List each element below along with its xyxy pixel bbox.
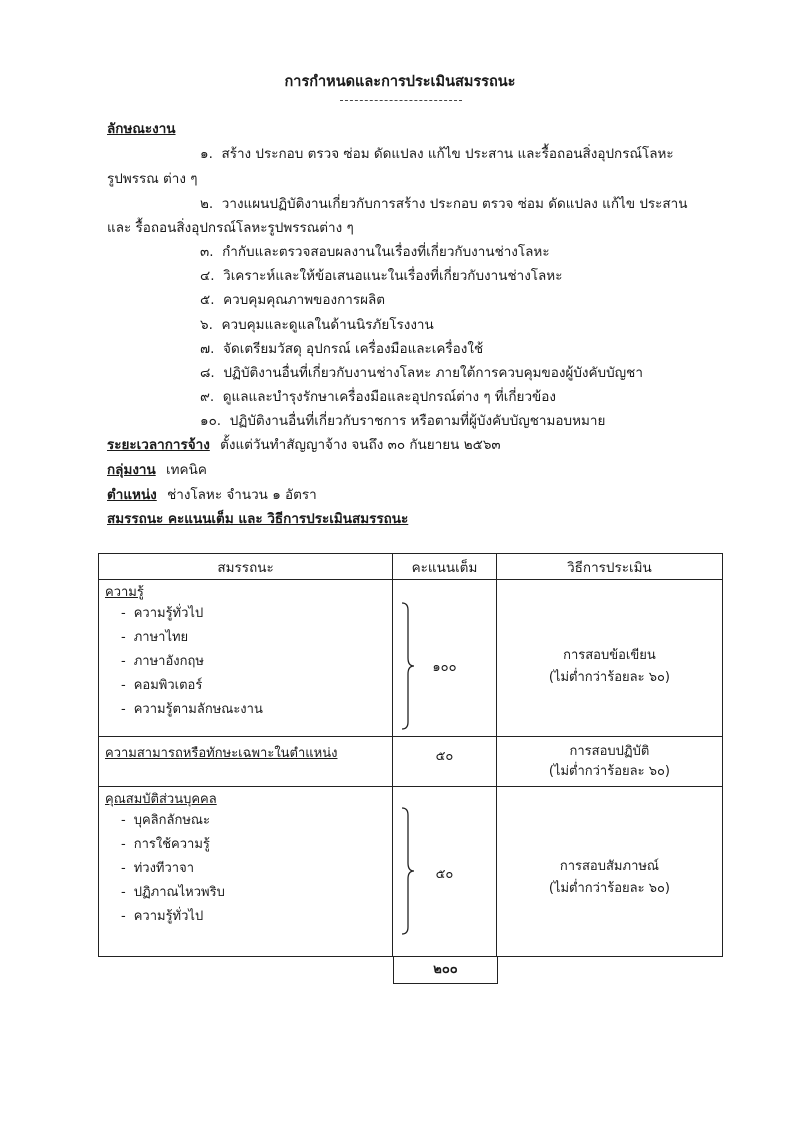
list-item: - คอมพิวเตอร์: [121, 678, 203, 693]
job-item-1-cont: รูปพรรณ ต่าง ๆ: [107, 171, 198, 187]
score-value: ๕๐: [435, 749, 454, 764]
job-item-2-cont: และ รื้อถอนสิ่งอุปกรณ์โลหะรูปพรรณต่าง ๆ: [107, 220, 354, 236]
method-cell: [496, 737, 722, 787]
job-item-1: ๑. สร้าง ประกอบ ตรวจ ซ่อม ดัดแปลง แก้ไข ประสาน และรื้อถอนสิ่งอุปกรณ์โลหะ: [200, 146, 674, 162]
header-competency: สมรรถนะ: [99, 554, 393, 580]
list-item: - ภาษาอังกฤษ: [121, 654, 204, 669]
total-score: ๒๐๐: [393, 957, 498, 984]
assessment-method: การสอบสัมภาษณ์: [559, 859, 659, 874]
job-item-9: ๙. ดูแลและบำรุงรักษาเครื่องมือและอุปกรณ์ต่าง ๆ ที่เกี่ยวข้อง: [200, 389, 556, 405]
pass-criteria: (ไม่ต่ำกว่าร้อยละ ๖๐): [548, 670, 670, 685]
header-full-score: คะแนนเต็ม: [393, 554, 497, 580]
job-item-10: ๑๐. ปฏิบัติงานอื่นที่เกี่ยวกับราชการ หรือตามที่ผู้บังคับบัญชามอบหมาย: [200, 413, 606, 429]
table-row: [99, 737, 723, 787]
score-cell: [393, 787, 497, 957]
group-heading: คุณสมบัติส่วนบุคคล: [105, 792, 217, 807]
table-row: [99, 787, 723, 957]
job-description-heading: ลักษณะงาน: [107, 121, 176, 137]
work-group: กลุ่มงาน เทคนิค: [107, 462, 207, 478]
job-item-7: ๗. จัดเตรียมวัสดุ อุปกรณ์ เครื่องมือและเครื่องใช้: [200, 341, 484, 357]
job-item-2: ๒. วางแผนปฏิบัติงานเกี่ยวกับการสร้าง ประกอบ ตรวจ ซ่อม ดัดแปลง แก้ไข ประสาน: [200, 196, 688, 212]
score-value: ๑๐๐: [432, 660, 457, 675]
list-item: - ท่วงทีวาจา: [121, 861, 195, 876]
score-value: ๕๐: [435, 867, 454, 882]
method-cell: [496, 787, 722, 957]
competency-heading: สมรรถนะ คะแนนเต็ม และ วิธีการประเมินสมรรถนะ: [107, 511, 409, 527]
method-cell: [496, 580, 722, 737]
job-item-3: ๓. กำกับและตรวจสอบผลงานในเรื่องที่เกี่ยวกับงานช่างโลหะ: [200, 244, 550, 260]
list-item: - การใช้ความรู้: [121, 837, 210, 852]
score-cell: [393, 737, 497, 787]
job-item-4: ๔. วิเคราะห์และให้ข้อเสนอแนะในเรื่องที่เกี่ยวกับงานช่างโลหะ: [200, 268, 563, 284]
list-item: - ปฏิภาณไหวพริบ: [121, 885, 225, 900]
pass-criteria: (ไม่ต่ำกว่าร้อยละ ๖๐): [548, 764, 670, 779]
header-assessment-method: วิธีการประเมิน: [496, 554, 722, 580]
group-heading: ความสามารถหรือทักษะเฉพาะในตำแหน่ง: [105, 746, 338, 761]
pass-criteria: (ไม่ต่ำกว่าร้อยละ ๖๐): [548, 881, 670, 896]
competency-cell: [99, 787, 393, 957]
title-divider: [340, 100, 462, 101]
job-item-8: ๘. ปฏิบัติงานอื่นที่เกี่ยวกับงานช่างโลหะ ภายใต้การควบคุมของผู้บังคับบัญชา: [200, 365, 643, 381]
list-item: - ภาษาไทย: [121, 630, 189, 645]
competency-cell: [99, 737, 393, 787]
list-item: - บุคลิกลักษณะ: [121, 813, 210, 828]
list-item: - ความรู้ทั่วไป: [121, 606, 204, 621]
list-item: - ความรู้ตามลักษณะงาน: [121, 702, 263, 717]
table-row: [99, 580, 723, 737]
position: ตำแหน่ง ช่างโลหะ จำนวน ๑ อัตรา: [107, 487, 317, 503]
document-title: การกำหนดและการประเมินสมรรถนะ: [284, 74, 516, 90]
list-item: - ความรู้ทั่วไป: [121, 909, 204, 924]
assessment-method: การสอบข้อเขียน: [563, 648, 656, 663]
group-heading: ความรู้: [105, 585, 144, 600]
competency-cell: [99, 580, 393, 737]
employment-period: ระยะเวลาการจ้าง ตั้งแต่วันทำสัญญาจ้าง จนถึง ๓๐ กันยายน ๒๕๖๓: [107, 437, 501, 453]
competency-table: [98, 553, 723, 957]
job-item-5: ๕. ควบคุมคุณภาพของการผลิต: [200, 292, 386, 308]
score-cell: [393, 580, 497, 737]
job-item-6: ๖. ควบคุมและดูแลในด้านนิรภัยโรงงาน: [200, 317, 434, 333]
assessment-method: การสอบปฏิบัติ: [569, 744, 650, 759]
table-header-row: [99, 554, 723, 580]
